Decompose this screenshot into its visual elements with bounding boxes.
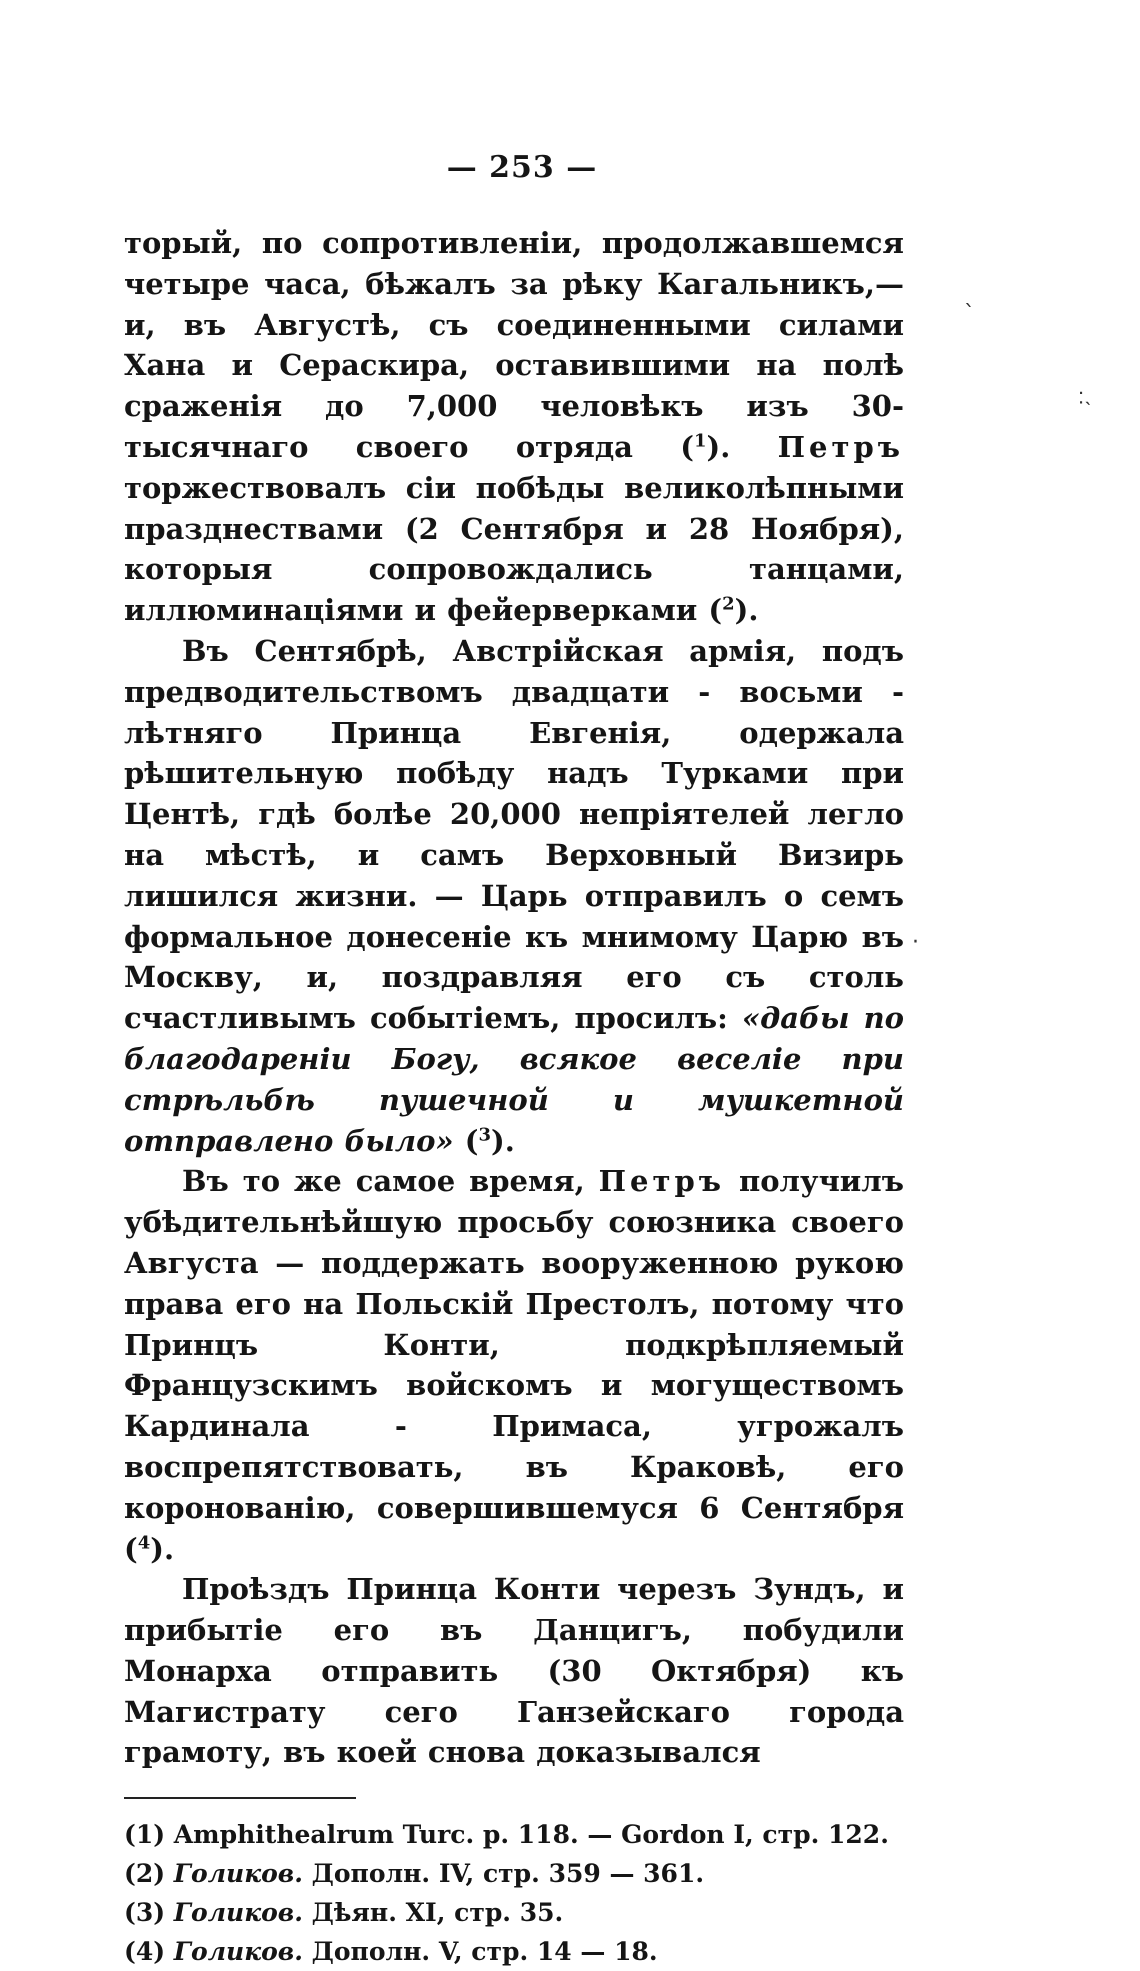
text-segment: Проѣздъ Принца Конти черезъ Зундъ, и прибытіе его въ Данцигъ, побудили Монарха отправить (30 Октября) къ Магистрату сего Ганзейскаго города грамоту, въ коей снова доказывался xyxy=(124,1572,904,1770)
name-petr: Петръ xyxy=(598,1164,726,1199)
text-segment: торжествовалъ сіи побѣды великолѣпными празднествами (2 Сентября и 28 Ноября), которыя сопровождались танцами, иллюминаціями и фейерверками ( xyxy=(124,470,904,628)
text-segment: ). xyxy=(706,429,778,464)
footnote-text: Amphithealrum Turc. p. 118. — Gordon I, стр. 122. xyxy=(173,1820,889,1850)
text-segment: Въ Сентябрѣ, Австрійская армія, подъ предводительствомъ двадцати - восьми - лѣтняго Принца Евгенія, одержала рѣшительную побѣду надъ Турками при Центѣ, гдѣ болѣе 20,000 непріятелей легло на мѣстѣ, и самъ Верховный Визирь лишился жизни. — Царь отправилъ о семъ формальное донесеніе къ мнимому Царю въ Москву, и, поздравляя его съ столь счастливымъ событіемъ, просилъ: xyxy=(124,633,904,1036)
footnote-mark: (3) xyxy=(124,1898,166,1928)
footnote-author: Голиков. xyxy=(173,1859,303,1889)
footnote-author: Голиков. xyxy=(173,1898,303,1928)
footnote-author: Голиков. xyxy=(173,1937,303,1967)
text-segment: торый, по сопротивленіи, продолжавшемся четыре часа, бѣжалъ за рѣку Кагальникъ,— и, въ Августѣ, съ соединенными силами Хана и Сераскира, оставившими на полѣ сраженія до 7,000 человѣкъ изъ 30-тысячнаго своего отряда ( xyxy=(124,226,904,464)
footnote-mark: (4) xyxy=(124,1937,166,1967)
footnotes xyxy=(124,1815,904,1971)
text-segment: ( xyxy=(453,1123,479,1158)
footnote-mark: (2) xyxy=(124,1859,166,1889)
text-segment: ). xyxy=(491,1123,515,1158)
text-segment: ). xyxy=(734,593,759,628)
footnote-1 xyxy=(124,1815,904,1854)
footnote-ref: 3 xyxy=(478,1123,491,1145)
footnote-divider xyxy=(124,1797,356,1799)
quotation: «дабы по благодареніи Богу, всякое веселіе при стрѣльбѣ пушечной и мушкетной отправлено было» xyxy=(124,1001,904,1158)
footnote-ref: 4 xyxy=(137,1531,151,1553)
footnote-3 xyxy=(124,1893,904,1932)
text-segment: ). xyxy=(150,1531,175,1566)
page-number: — 253 — xyxy=(446,150,598,185)
margin-mark: ˸˴ xyxy=(1078,389,1092,414)
footnote-ref: 2 xyxy=(722,593,735,615)
paragraph-1 xyxy=(124,223,904,631)
name-petr: Петръ xyxy=(777,429,904,464)
text-segment: Въ то же самое время, xyxy=(182,1164,599,1199)
body-text xyxy=(124,223,904,1773)
margin-mark: · xyxy=(912,930,919,955)
footnote-text: Дополн. V, стр. 14 — 18. xyxy=(302,1937,658,1967)
paragraph-3 xyxy=(124,1161,904,1569)
paragraph-4 xyxy=(124,1569,904,1773)
text-segment: получилъ убѣдительнѣйшую просьбу союзника своего Августа — поддержать вооруженною рукою права его на Польскій Престолъ, потому что Принцъ Конти, подкрѣпляемый Французскимъ войскомъ и могуществомъ Кардинала - Примаса, угрожалъ воспрепятствовать, въ Краковѣ, его коронованію, совершившемуся 6 Сентября ( xyxy=(124,1164,904,1566)
footnote-mark: (1) xyxy=(124,1820,166,1850)
book-page xyxy=(124,150,904,1971)
footnote-ref: 1 xyxy=(693,430,707,452)
margin-mark: ˋ xyxy=(964,302,975,327)
footnote-text: Дѣян. XI, стр. 35. xyxy=(302,1898,564,1928)
footnote-4 xyxy=(124,1932,904,1971)
paragraph-2 xyxy=(124,631,904,1161)
footnote-2 xyxy=(124,1854,904,1893)
footnote-text: Дополн. IV, стр. 359 — 361. xyxy=(302,1859,705,1889)
